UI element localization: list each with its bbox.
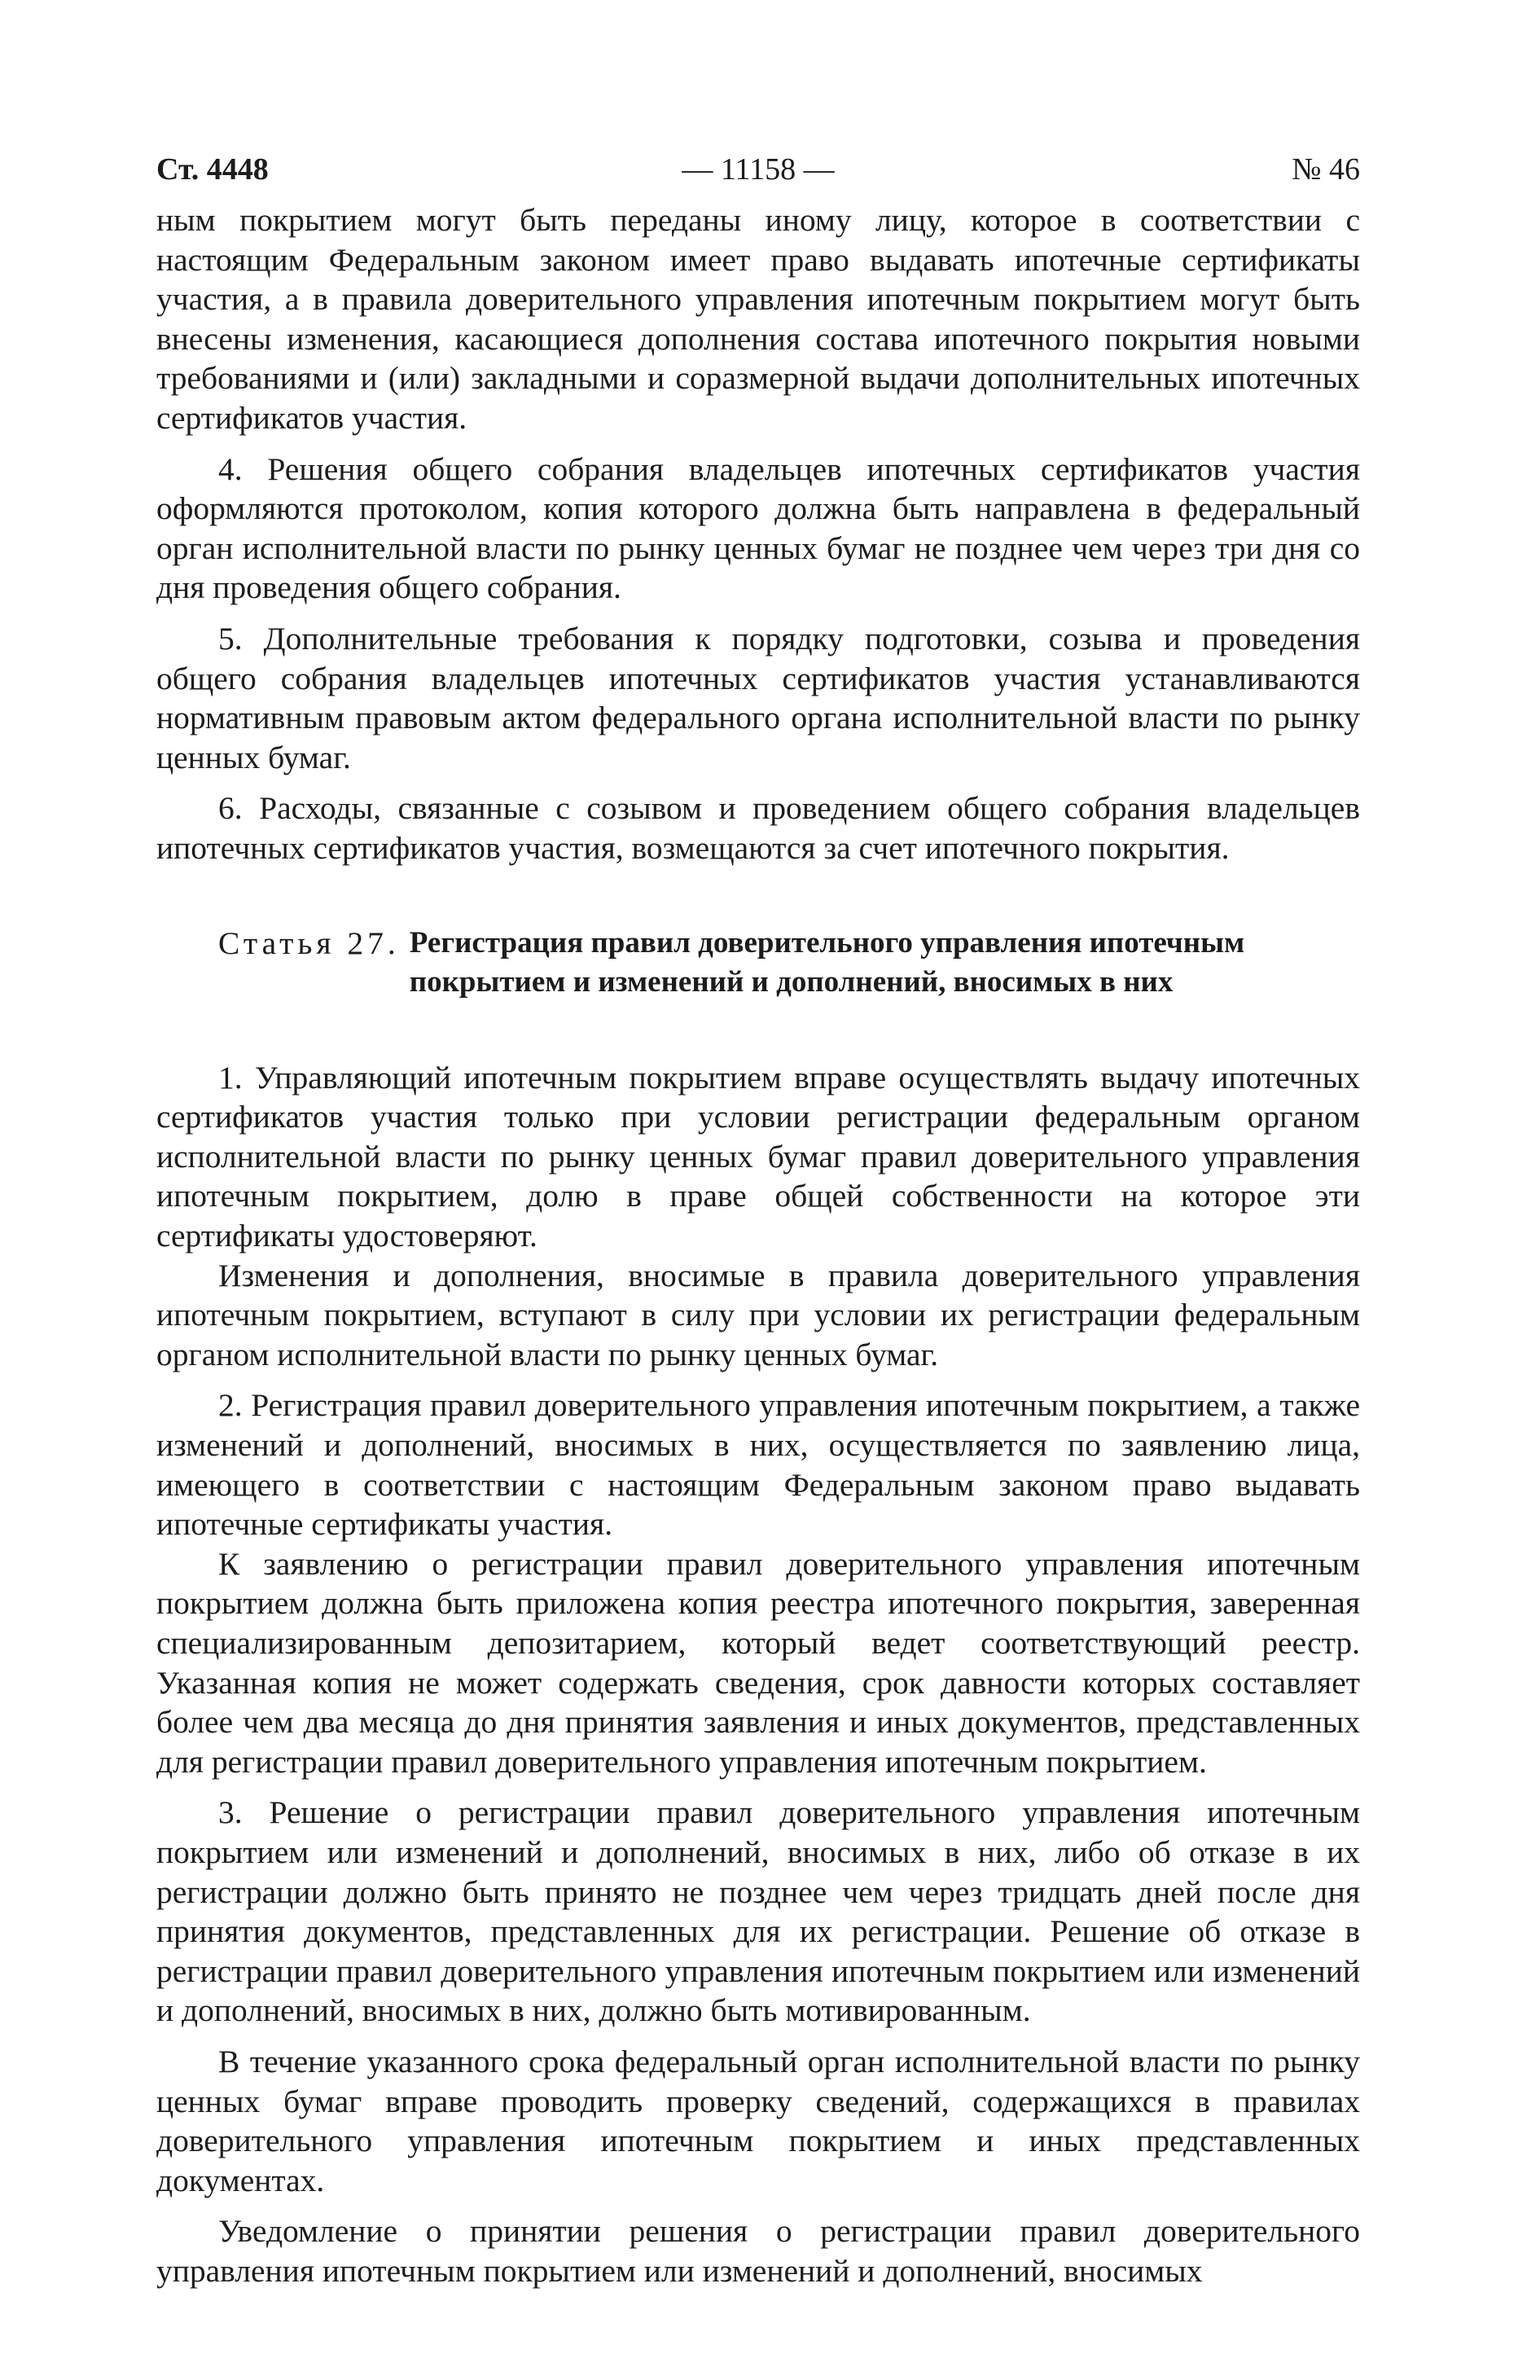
paragraph: ным покрытием могут быть переданы иному лицу, которое в соответствии с настоящим Федеральным законом имеет право выдавать ипотечные сертификаты участия, а в правила доверительного управления ипотечным покрытием могут быть внесены изменения, касающиеся дополнения состава ипотечного покрытия новыми требованиями и (или) закладными и соразмерной выдачи дополнительных ипотечных сертификатов участия. (156, 202, 1360, 436)
paragraph: К заявлению о регистрации правил доверительного управления ипотечным покрытием должна быть приложена копия реестра ипотечного покрытия, заверенная специализированным депозитарием, который ведет соответствующий реестр. Указанная копия не может содержать сведения, срок давности которых составляет более чем два месяца до дня принятия заявления и иных документов, представленных для регистрации правил доверительного управления ипотечным покрытием. (156, 1545, 1360, 1780)
page-header (156, 151, 1360, 200)
paragraph: Изменения и дополнения, вносимые в правила доверительного управления ипотечным покрытием, вступают в силу при условии их регистрации федеральным органом исполнительной власти по рынку ценных бумаг. (156, 1257, 1360, 1372)
paragraph: 2. Регистрация правил доверительного управления ипотечным покрытием, а также изменений и дополнений, вносимых в них, осуществляется по заявлению лица, имеющего в соответствии с настоящим Федеральным законом право выдавать ипотечные сертификаты участия. (156, 1387, 1360, 1543)
paragraph: 4. Решения общего собрания владельцев ипотечных сертификатов участия оформляются протоколом, копия которого должна быть направлена в федеральный орган исполнительной власти по рынку ценных бумаг не позднее чем через три дня со дня проведения общего собрания. (156, 450, 1360, 606)
paragraph: 5. Дополнительные требования к порядку подготовки, созыва и проведения общего собрания владельцев ипотечных сертификатов участия устанавливаются нормативным правовым актом федерального органа исполнительной власти по рынку ценных бумаг. (156, 620, 1360, 775)
paragraph: 3. Решение о регистрации правил доверительного управления ипотечным покрытием или изменений и дополнений, вносимых в них, либо об отказе в их регистрации должно быть принято не позднее чем через тридцать дней после дня принятия документов, представленных для их регистрации. Решение об отказе в регистрации правил доверительного управления ипотечным покрытием или изменений и дополнений, вносимых в них, должно быть мотивированным. (156, 1794, 1360, 2029)
paragraph: 6. Расходы, связанные с созывом и проведением общего собрания владельцев ипотечных сертификатов участия, возмещаются за счет ипотечного покрытия. (156, 790, 1360, 866)
paragraph: Уведомление о принятии решения о регистрации правил доверительного управления ипотечным покрытием или изменений и дополнений, вносимых (156, 2213, 1360, 2289)
article-reference: Ст. 4448 (156, 152, 269, 187)
article-title: Регистрация правил доверительного управления ипотечным покрытием и изменений и дополнений, вносимых в них (409, 925, 1245, 999)
article-label: Статья 27. (218, 924, 400, 961)
document-page (156, 151, 1360, 2291)
paragraph: 1. Управляющий ипотечным покрытием вправе осуществлять выдачу ипотечных сертификатов участия только при условии регистрации федеральным органом исполнительной власти по рынку ценных бумаг правил доверительного управления ипотечным покрытием, долю в праве общей собственности на которое эти сертификаты удостоверяют. (156, 1059, 1360, 1254)
document-body (156, 200, 1360, 2291)
issue-number: № 46 (1292, 152, 1360, 187)
article-heading (156, 924, 1360, 1003)
page-number: — 11158 — (682, 152, 835, 187)
paragraph: В течение указанного срока федеральный орган исполнительной власти по рынку ценных бумаг вправе проводить проверку сведений, содержащихся в правилах доверительного управления ипотечным покрытием и иных представленных документах. (156, 2043, 1360, 2198)
